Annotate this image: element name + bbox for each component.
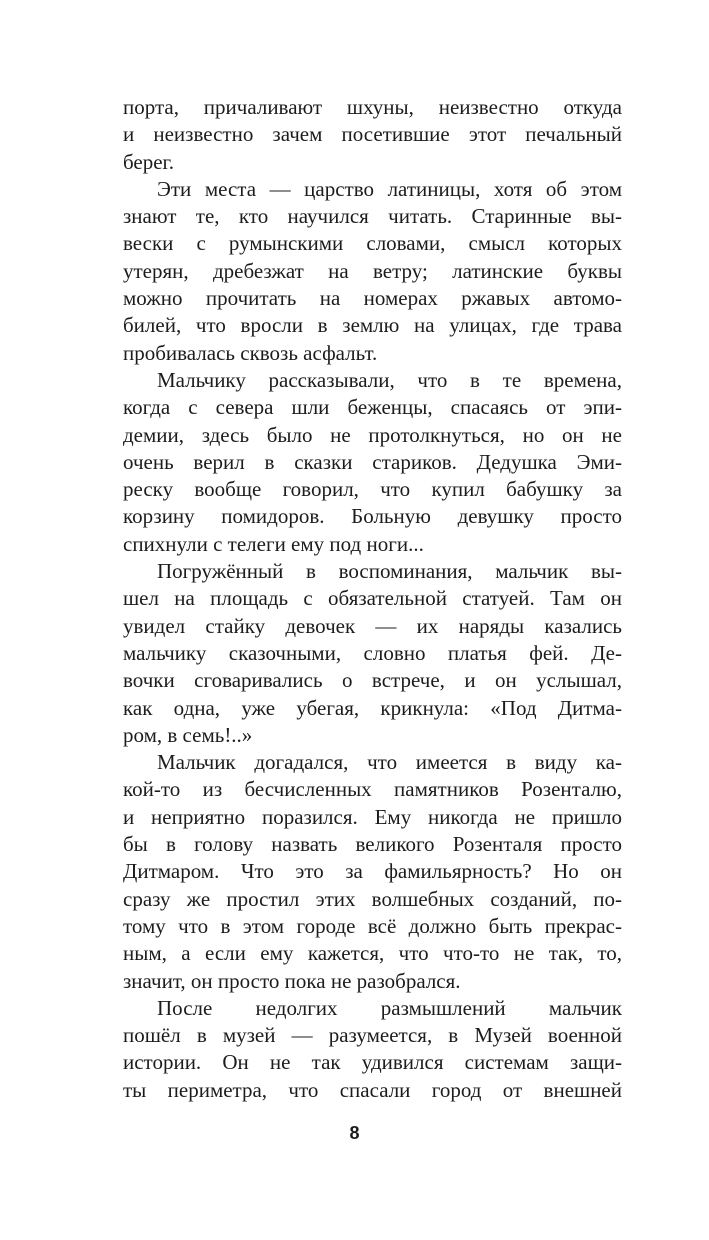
text-line-26: кой-то из бесчисленных памятников Розенталю,	[123, 777, 622, 802]
text-line-23: как одна, уже убегая, крикнула: «Под Дитма-	[123, 695, 622, 720]
text-line-35: пошёл в музей — разумеется, в Музей военной	[123, 1023, 622, 1048]
text-line-19: шел на площадь с обязательной статуей. Там он	[123, 586, 622, 611]
text-line-34: После недолгих размышлений мальчик	[157, 995, 622, 1020]
text-line-14: очень верил в сказки стариков. Дедушка Эми-	[123, 449, 622, 474]
text-line-13: демии, здесь было не протолкнуться, но он не	[123, 422, 622, 447]
text-line-10: пробивалась сквозь асфальт.	[123, 340, 378, 365]
text-line-5: знают те, кто научился читать. Старинные вы-	[123, 204, 622, 229]
text-line-37: ты периметра, что спасали город от внешней	[123, 1077, 622, 1102]
text-line-21: мальчику сказочными, словно платья фей. Де-	[123, 640, 622, 665]
text-line-25: Мальчик догадался, что имеется в виду ка-	[157, 750, 622, 775]
text-line-30: сразу же простил этих волшебных созданий, по-	[123, 886, 622, 911]
text-line-11: Мальчику рассказывали, что в те времена,	[157, 367, 622, 392]
text-line-16: корзину помидоров. Больную девушку просто	[123, 504, 622, 529]
page-number: 8	[349, 1123, 360, 1143]
text-line-8: можно прочитать на номерах ржавых автомо-	[123, 286, 622, 311]
text-line-7: утерян, дребезжат на ветру; латинские буквы	[123, 258, 622, 283]
text-line-20: увидел стайку девочек — их наряды казались	[123, 613, 622, 638]
text-line-1: порта, причаливают шхуны, неизвестно откуда	[123, 95, 622, 119]
text-line-4: Эти места — царство латиницы, хотя об этом	[157, 176, 622, 201]
text-line-27: и неприятно поразился. Ему никогда не пришло	[123, 804, 622, 829]
text-line-36: истории. Он не так удивился системам защи-	[123, 1050, 622, 1075]
text-line-2: и неизвестно зачем посетившие этот печальный	[123, 122, 622, 147]
text-line-18: Погружённый в воспоминания, мальчик вы-	[157, 559, 622, 584]
text-line-17: спихнули с телеги ему под ноги...	[123, 531, 424, 556]
text-line-28: бы в голову назвать великого Розенталя просто	[123, 832, 622, 857]
text-line-9: билей, что вросли в землю на улицах, где трава	[123, 313, 622, 338]
text-line-12: когда с севера шли беженцы, спасаясь от эпи-	[123, 395, 622, 420]
text-line-24: ром, в семь!..»	[123, 722, 253, 747]
text-line-3: берег.	[123, 149, 175, 174]
text-line-31: тому что в этом городе всё должно быть прекрас-	[123, 913, 622, 938]
text-line-6: вески с румынскими словами, смысл которых	[123, 231, 622, 256]
text-line-33: значит, он просто пока не разобрался.	[123, 968, 461, 993]
text-line-29: Дитмаром. Что это за фамильярность? Но он	[123, 859, 622, 884]
book-page-text	[123, 94, 622, 1104]
text-line-32: ным, а если ему кажется, что что-то не так, то,	[123, 941, 622, 966]
text-line-22: вочки сговаривались о встрече, и он услышал,	[123, 668, 622, 693]
text-line-15: реску вообще говорил, что купил бабушку за	[123, 477, 622, 502]
